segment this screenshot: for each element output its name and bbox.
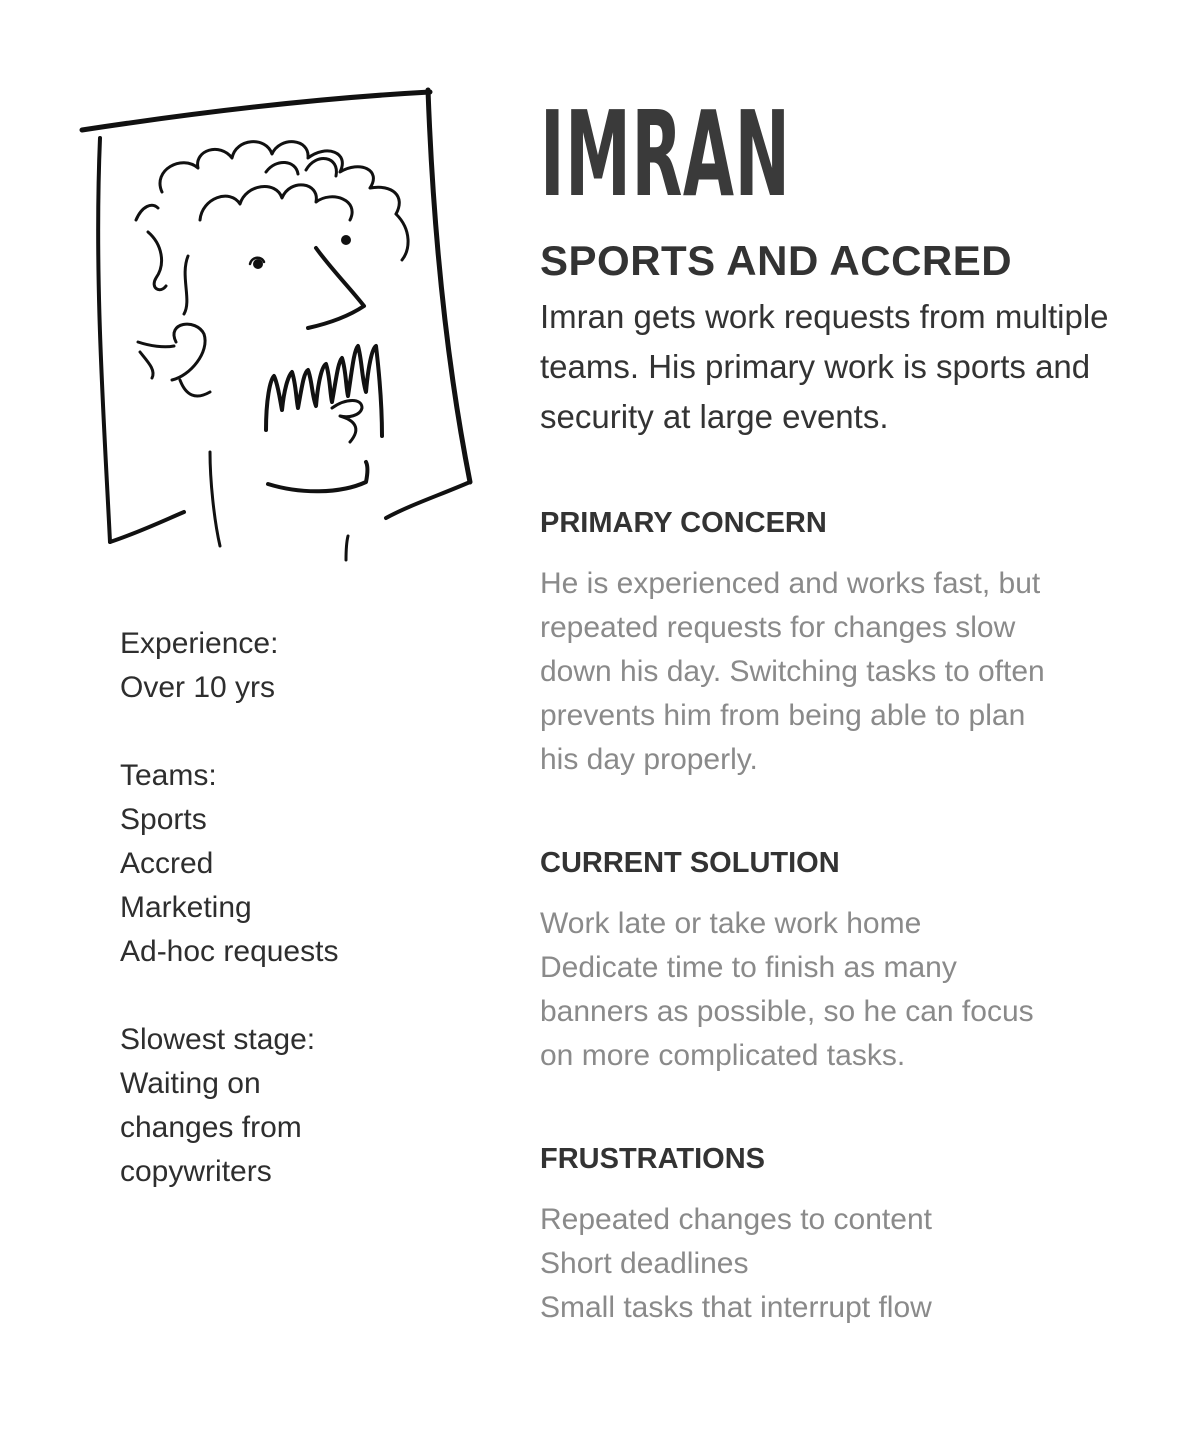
slowest-stage-label: Slowest stage: — [120, 1023, 316, 1056]
team-item: Sports — [120, 803, 207, 836]
team-item: Accred — [120, 847, 214, 880]
frustrations-heading: FRUSTRATIONS — [540, 1143, 766, 1175]
team-item: Ad-hoc requests — [120, 935, 339, 968]
current-solution-body — [540, 902, 1140, 1078]
persona-sketch-icon — [70, 80, 480, 570]
frustration-item: Short deadlines — [540, 1247, 749, 1280]
primary-concern-line: his day properly. — [540, 743, 758, 776]
persona-name: IMRAN — [540, 85, 791, 223]
persona-role: SPORTS AND ACCRED — [540, 237, 1013, 284]
persona-summary: Imran gets work requests from multiple teams. His primary work is sports and security at large events. — [540, 298, 1109, 435]
slowest-stage-line: changes from — [120, 1111, 302, 1144]
persona-portrait — [70, 80, 480, 570]
frustration-item: Repeated changes to content — [540, 1203, 932, 1236]
slowest-stage-group — [120, 1018, 480, 1194]
frustration-item: Small tasks that interrupt flow — [540, 1291, 932, 1324]
experience-group — [120, 622, 480, 710]
slowest-stage-line: copywriters — [120, 1155, 272, 1188]
frustrations-body — [540, 1198, 1140, 1330]
experience-label: Experience: — [120, 627, 279, 660]
slowest-stage-line: Waiting on — [120, 1067, 261, 1100]
current-solution-line: banners as possible, so he can focus — [540, 995, 1034, 1028]
current-solution-line: Work late or take work home — [540, 907, 922, 940]
teams-label: Teams: — [120, 759, 217, 792]
primary-concern-line: down his day. Switching tasks to often — [540, 655, 1045, 688]
current-solution-line: Dedicate time to finish as many — [540, 951, 957, 984]
primary-concern-body — [540, 562, 1140, 782]
primary-concern-line: prevents him from being able to plan — [540, 699, 1026, 732]
experience-value: Over 10 yrs — [120, 671, 276, 704]
primary-concern-line: He is experienced and works fast, but — [540, 567, 1041, 600]
current-solution-line: on more complicated tasks. — [540, 1039, 906, 1072]
teams-group — [120, 754, 480, 974]
current-solution-heading: CURRENT SOLUTION — [540, 847, 840, 879]
primary-concern-heading: PRIMARY CONCERN — [540, 507, 827, 539]
persona-facts — [120, 622, 480, 1238]
primary-concern-line: repeated requests for changes slow — [540, 611, 1016, 644]
team-item: Marketing — [120, 891, 252, 924]
